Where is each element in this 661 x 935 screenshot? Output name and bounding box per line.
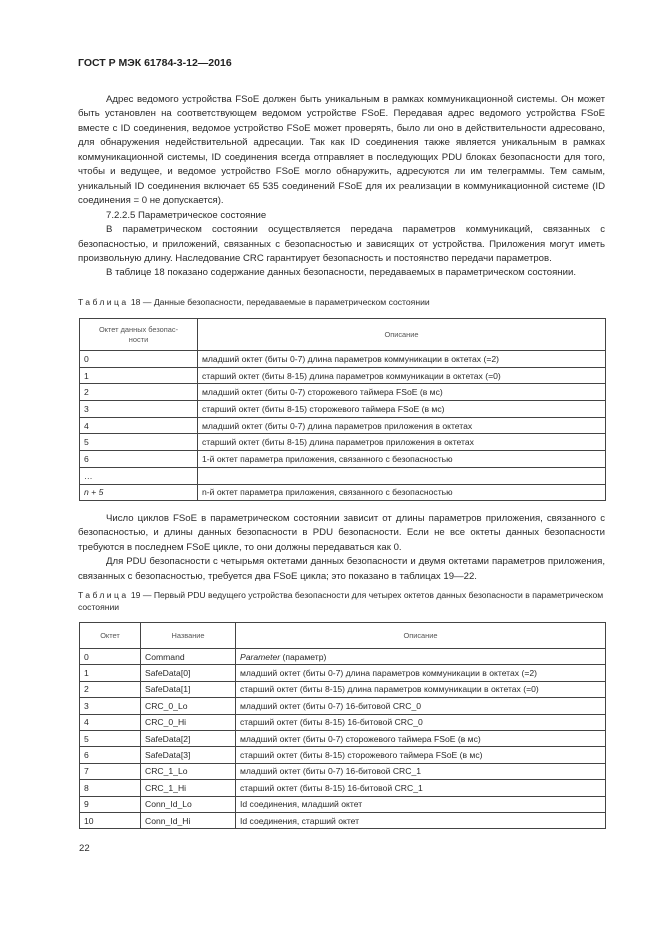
name-cell: SafeData[2] bbox=[141, 730, 236, 746]
column-header: Название bbox=[141, 623, 236, 649]
description-cell: старший октет (биты 8-15) сторожевого таймера FSoE (в мс) bbox=[236, 747, 606, 763]
table-row bbox=[80, 714, 606, 730]
description-cell: старший октет (биты 8-15) 16-битовой CRC_1 bbox=[236, 780, 606, 796]
name-cell: SafeData[1] bbox=[141, 681, 236, 697]
name-cell: CRC_0_Hi bbox=[141, 714, 236, 730]
body-text-top bbox=[78, 93, 605, 281]
octet-cell: 3 bbox=[80, 401, 198, 418]
description-cell: младший октет (биты 0-7) сторожевого таймера FSoE (в мс) bbox=[236, 730, 606, 746]
octet-cell: 9 bbox=[80, 796, 141, 812]
caption-text: 19 — Первый PDU ведущего устройства безопасности для четырех октетов данных безопасности в параметрическом состоянии bbox=[78, 590, 604, 612]
octet-cell: 10 bbox=[80, 812, 141, 828]
description-cell bbox=[236, 649, 606, 665]
table19-caption bbox=[78, 590, 605, 613]
caption-text: 18 — Данные безопасности, передаваемые в параметрическом состоянии bbox=[128, 297, 430, 307]
description-cell: старший октет (биты 8-15) длина параметров приложения в октетах bbox=[198, 434, 606, 451]
paragraph: В таблице 18 показано содержание данных безопасности, передаваемых в параметрическом состоянии. bbox=[106, 267, 576, 279]
octet-cell: 6 bbox=[80, 747, 141, 763]
octet-cell: n + 5 bbox=[80, 484, 198, 501]
table-row bbox=[80, 367, 606, 384]
description-text: (параметр) bbox=[280, 651, 327, 662]
description-cell: старший октет (биты 8-15) длина параметров коммуникации в октетах (=0) bbox=[236, 681, 606, 697]
octet-cell: 7 bbox=[80, 763, 141, 779]
column-header: Описание bbox=[236, 623, 606, 649]
octet-cell: 5 bbox=[80, 730, 141, 746]
octet-cell: 2 bbox=[80, 384, 198, 401]
body-text-mid bbox=[78, 512, 605, 584]
table-row bbox=[80, 467, 606, 484]
description-cell: младший октет (биты 0-7) длина параметров приложения в октетах bbox=[198, 417, 606, 434]
octet-cell: 2 bbox=[80, 681, 141, 697]
document-header: ГОСТ Р МЭК 61784-3-12—2016 bbox=[78, 57, 232, 69]
column-header: Октет данных безопас-ности bbox=[80, 319, 198, 351]
name-cell: Command bbox=[141, 649, 236, 665]
table-row bbox=[80, 681, 606, 697]
table-row bbox=[80, 665, 606, 681]
table-row bbox=[80, 780, 606, 796]
section-heading: 7.2.2.5 Параметрическое состояние bbox=[106, 209, 267, 221]
paragraph: Число циклов FSoE в параметрическом состоянии зависит от длины параметров приложения, связанного с безопасностью, и длины данных безопасности в PDU безопасности. Если не все октеты данных безопасности требуются в последнем FSoE цикле, то они должны передаваться как 0. bbox=[78, 513, 605, 553]
description-cell: младший октет (биты 0-7) 16-битовой CRC_0 bbox=[236, 698, 606, 714]
description-cell: младший октет (биты 0-7) сторожевого таймера FSoE (в мс) bbox=[198, 384, 606, 401]
table-row bbox=[80, 763, 606, 779]
description-cell: младший октет (биты 0-7) длина параметров коммуникации в октетах (=2) bbox=[198, 351, 606, 368]
name-cell: Conn_Id_Hi bbox=[141, 812, 236, 828]
paragraph: В параметрическом состоянии осуществляется передача параметров коммуникаций, связанных с безопасностью, и приложений, связанных с безопасностью и зависящих от устройства. Приложения могут иметь произвольную длину. Наследование CRC гарантирует безопасность и постоянство передачи параметров. bbox=[78, 224, 605, 264]
octet-cell: 0 bbox=[80, 351, 198, 368]
description-cell: n-й октет параметра приложения, связанного с безопасностью bbox=[198, 484, 606, 501]
description-cell: 1-й октет параметра приложения, связанного с безопасностью bbox=[198, 451, 606, 468]
name-cell: CRC_0_Lo bbox=[141, 698, 236, 714]
caption-label: Таблица bbox=[78, 297, 129, 307]
description-cell bbox=[198, 467, 606, 484]
table18-caption bbox=[78, 297, 605, 309]
octet-cell: 5 bbox=[80, 434, 198, 451]
name-cell: CRC_1_Lo bbox=[141, 763, 236, 779]
paragraph: Для PDU безопасности с четырьмя октетами данных безопасности и двумя октетами параметров приложения, связанных с безопасностью, требуется два FSoE цикла; это показано в таблицах 19—22. bbox=[78, 556, 605, 582]
octet-cell: 1 bbox=[80, 367, 198, 384]
name-cell: SafeData[3] bbox=[141, 747, 236, 763]
description-cell: старший октет (биты 8-15) длина параметров коммуникации в октетах (=0) bbox=[198, 367, 606, 384]
octet-cell: 3 bbox=[80, 698, 141, 714]
table-row bbox=[80, 434, 606, 451]
name-cell: CRC_1_Hi bbox=[141, 780, 236, 796]
description-cell: старший октет (биты 8-15) 16-битовой CRC_0 bbox=[236, 714, 606, 730]
name-cell: SafeData[0] bbox=[141, 665, 236, 681]
table18 bbox=[79, 318, 606, 501]
octet-cell: 6 bbox=[80, 451, 198, 468]
octet-cell: 4 bbox=[80, 714, 141, 730]
table-row bbox=[80, 484, 606, 501]
octet-cell: 8 bbox=[80, 780, 141, 796]
table-row bbox=[80, 747, 606, 763]
paragraph: Адрес ведомого устройства FSoE должен быть уникальным в рамках коммуникационной системы. Он может быть установлен на соответствующем ведомом устройстве FSoE. Передавая адрес ведомого устройства FSoE вместе с ID соединения, ведомое устройство FSoE может проверять, было ли оно в действительности адресовано, для обнаружения недействительной адресации. Так как ID соединения также является уникальным в рамках коммуникационной системы, ID соединения всегда отправляет в последующих PDU блоках безопасности для того, чтобы и ведущее, и ведомое устройство FSoE могло обнаружить, адресуются ли им телеграммы. Тем самым, уникальный ID соединения включает 65 535 соединений FSoE для их реализации в коммуникационной системе (ID соединения = 0 не допускается). bbox=[78, 94, 605, 207]
description-cell: старший октет (биты 8-15) сторожевого таймера FSoE (в мс) bbox=[198, 401, 606, 418]
table-row bbox=[80, 649, 606, 665]
description-cell: младший октет (биты 0-7) 16-битовой CRC_1 bbox=[236, 763, 606, 779]
description-italic: Parameter bbox=[240, 651, 281, 662]
table-row bbox=[80, 796, 606, 812]
name-cell: Conn_Id_Lo bbox=[141, 796, 236, 812]
table-row bbox=[80, 401, 606, 418]
page-number: 22 bbox=[79, 843, 90, 854]
caption-label: Таблица bbox=[78, 590, 129, 600]
description-cell: Id соединения, старший октет bbox=[236, 812, 606, 828]
table-row bbox=[80, 351, 606, 368]
octet-cell: 0 bbox=[80, 649, 141, 665]
table19 bbox=[79, 622, 606, 829]
table-row bbox=[80, 730, 606, 746]
table-row bbox=[80, 698, 606, 714]
description-cell: Id соединения, младший октет bbox=[236, 796, 606, 812]
column-header: Октет bbox=[80, 623, 141, 649]
table-row bbox=[80, 451, 606, 468]
octet-cell: … bbox=[80, 467, 198, 484]
octet-cell: 4 bbox=[80, 417, 198, 434]
table-row bbox=[80, 417, 606, 434]
column-header: Описание bbox=[198, 319, 606, 351]
description-cell: младший октет (биты 0-7) длина параметров коммуникации в октетах (=2) bbox=[236, 665, 606, 681]
table-row bbox=[80, 812, 606, 828]
octet-cell: 1 bbox=[80, 665, 141, 681]
table-row bbox=[80, 384, 606, 401]
